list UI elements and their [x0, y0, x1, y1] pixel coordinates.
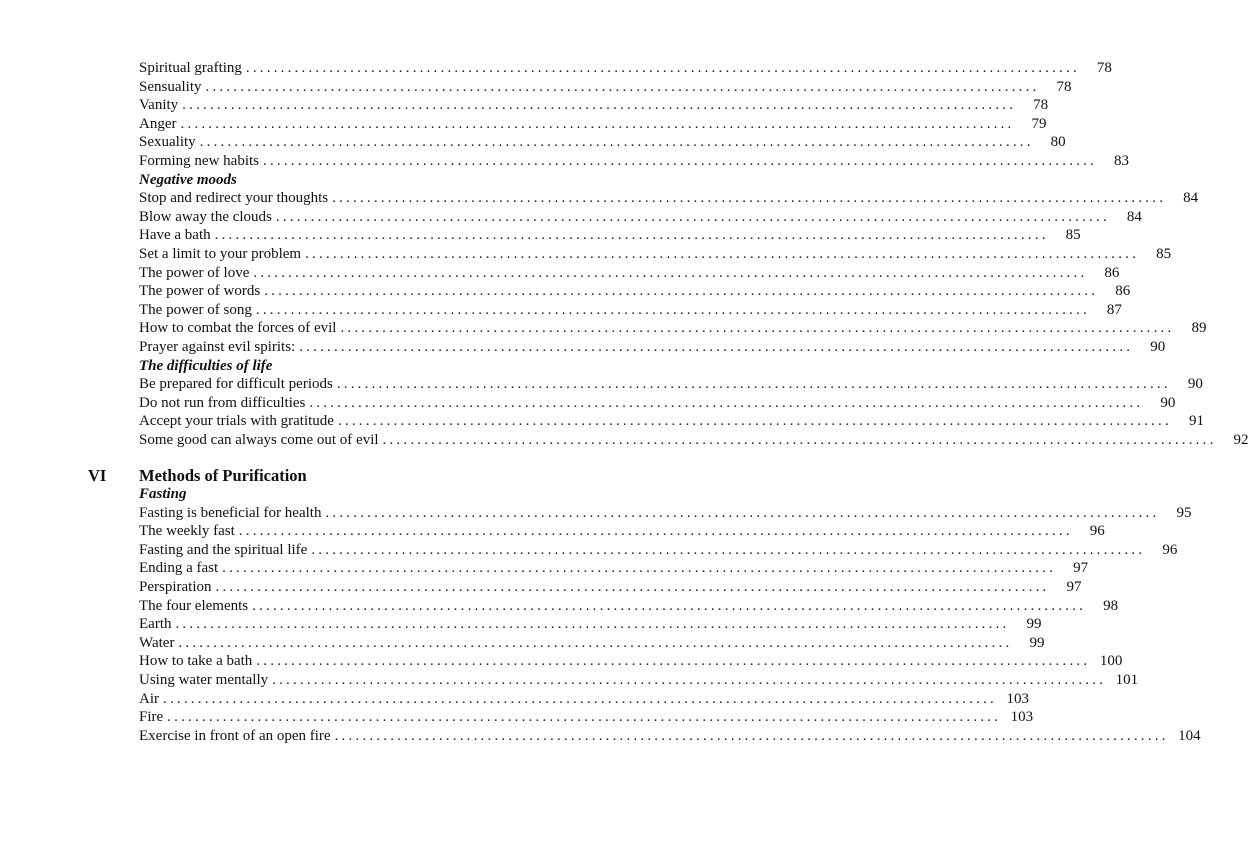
- toc-entry-page: 84: [1183, 190, 1199, 207]
- toc-entry-page: 85: [1156, 245, 1172, 262]
- toc-entry-page: 103: [1006, 690, 1029, 707]
- toc-entry-title: Set a limit to your problem: [139, 245, 302, 262]
- dot-leader: ........................................................................................................................: [214, 227, 1049, 244]
- dot-leader: ........................................................................................................................: [264, 283, 1099, 300]
- toc-entry-title: Spiritual grafting: [139, 60, 242, 76]
- toc-entry-title: Ending a fast: [139, 560, 219, 577]
- toc-entry[interactable]: [139, 559, 1089, 578]
- toc-entry[interactable]: [139, 708, 1034, 727]
- dot-leader: ........................................................................................................................: [382, 431, 1217, 448]
- toc-entry-title: Perspiration: [139, 578, 212, 595]
- toc-entry-title: The four elements: [139, 597, 249, 614]
- toc-entry-page: 96: [1089, 523, 1105, 540]
- toc-entry-page: 90: [1150, 338, 1166, 355]
- toc-entry-title: Accept your trials with gratitude: [139, 413, 334, 430]
- toc-entry[interactable]: [139, 245, 1172, 264]
- toc-section-2: [139, 485, 1201, 745]
- toc-entry-page: 87: [1106, 301, 1122, 318]
- dot-leader: ........................................................................................................................: [325, 504, 1160, 521]
- toc-entry-page: 85: [1065, 227, 1081, 244]
- toc-entry-title: Air: [139, 690, 159, 707]
- dot-leader: ........................................................................................................................: [272, 671, 1107, 688]
- dot-leader: ........................................................................................................................: [334, 727, 1169, 744]
- dot-leader: ........................................................................................................................: [275, 208, 1110, 225]
- dot-leader: ........................................................................................................................: [340, 320, 1175, 337]
- toc-entry[interactable]: [139, 690, 1029, 709]
- toc-entry-title: Fasting is beneficial for health: [139, 504, 322, 521]
- dot-leader: ........................................................................................................................: [182, 97, 1017, 114]
- dot-leader: ........................................................................................................................: [309, 394, 1144, 411]
- toc-entry-page: 97: [1073, 560, 1089, 577]
- toc-entry[interactable]: [139, 59, 1112, 78]
- toc-entry-title: Vanity: [139, 97, 179, 114]
- toc-entry[interactable]: [139, 634, 1045, 653]
- dot-leader: ........................................................................................................................: [263, 152, 1097, 169]
- toc-subheading: The difficulties of life: [139, 357, 273, 374]
- toc-entry-page: 104: [1178, 727, 1201, 744]
- toc-entry[interactable]: [139, 578, 1082, 597]
- chapter-heading: [88, 465, 528, 487]
- toc-entry-title: Sexuality: [139, 134, 196, 151]
- toc-entry[interactable]: [139, 226, 1081, 245]
- dot-leader: ........................................................................................................................: [253, 264, 1088, 281]
- toc-entry[interactable]: [139, 189, 1199, 208]
- toc-entry-title: Fasting and the spiritual life: [139, 541, 308, 558]
- toc-entry-page: 99: [1029, 634, 1045, 651]
- dot-leader: ........................................................................................................................: [178, 634, 1013, 651]
- toc-entry-title: The power of love: [139, 264, 250, 281]
- toc-entry[interactable]: [139, 115, 1047, 134]
- toc-entry-page: 78: [1056, 78, 1072, 95]
- toc-entry-page: 100: [1099, 653, 1123, 670]
- toc-entry-title: Stop and redirect your thoughts: [139, 190, 329, 207]
- dot-leader: ........................................................................................................................: [163, 690, 997, 707]
- toc-entry-page: 86: [1115, 283, 1131, 300]
- toc-entry[interactable]: [139, 597, 1119, 616]
- toc-entry-title: Exercise in front of an open fire: [139, 727, 331, 744]
- toc-entry[interactable]: [139, 319, 1207, 338]
- toc-entry[interactable]: [139, 78, 1072, 97]
- toc-entry[interactable]: [139, 375, 1203, 394]
- toc-entry-page: 98: [1103, 597, 1119, 614]
- chapter-title: Methods of Purification: [139, 466, 307, 485]
- toc-entry-title: Do not run from difficulties: [139, 394, 306, 411]
- toc-entry[interactable]: [139, 615, 1042, 634]
- toc-entry-title: Fire: [139, 709, 164, 726]
- toc-entry-title: Anger: [139, 115, 177, 132]
- toc-subheading: Fasting: [139, 486, 187, 502]
- dot-leader: ........................................................................................................................: [252, 597, 1087, 614]
- toc-entry-page: 95: [1176, 504, 1192, 521]
- toc-entry-title: How to combat the forces of evil: [139, 320, 337, 337]
- toc-entry[interactable]: [139, 394, 1176, 413]
- toc-entry[interactable]: [139, 338, 1166, 357]
- toc-entry-title: Be prepared for difficult periods: [139, 376, 333, 393]
- dot-leader: ........................................................................................................................: [180, 115, 1015, 132]
- toc-entry-page: 96: [1162, 541, 1178, 558]
- toc-entry[interactable]: [139, 522, 1105, 541]
- toc-entry-page: 103: [1010, 709, 1034, 726]
- toc-entry-title: Forming new habits: [139, 152, 259, 169]
- toc-subheading: Negative moods: [139, 171, 237, 188]
- chapter-number: VI: [88, 466, 107, 485]
- dot-leader: ........................................................................................................................: [256, 653, 1091, 670]
- toc-entry-title: The power of words: [139, 283, 261, 300]
- dot-leader: ........................................................................................................................: [299, 338, 1134, 355]
- toc-entry-page: 79: [1031, 115, 1047, 132]
- dot-leader: ........................................................................................................................: [332, 190, 1167, 207]
- toc-entry-page: 101: [1115, 671, 1139, 688]
- toc-entry[interactable]: [139, 133, 1066, 152]
- toc-entry-title: Blow away the clouds: [139, 208, 272, 225]
- toc-entry-title: Earth: [139, 616, 172, 633]
- toc-entry[interactable]: [139, 301, 1122, 320]
- toc-entry-page: 91: [1188, 413, 1204, 430]
- toc-entry-title: Sensuality: [139, 78, 202, 95]
- toc-entry-page: 97: [1066, 578, 1082, 595]
- toc-entry-page: 80: [1050, 134, 1066, 151]
- toc-entry[interactable]: [139, 264, 1120, 283]
- toc-entry[interactable]: [139, 541, 1178, 560]
- toc-entry[interactable]: [139, 412, 1204, 431]
- dot-leader: ........................................................................................................................: [215, 578, 1050, 595]
- toc-entry-page: 99: [1026, 616, 1042, 633]
- toc-entry-title: Water: [139, 634, 175, 651]
- toc-entry-page: 86: [1104, 264, 1120, 281]
- toc-entry-page: 78: [1096, 60, 1112, 76]
- dot-leader: ........................................................................................................................: [222, 560, 1057, 577]
- toc-entry-title: The power of song: [139, 301, 252, 318]
- toc-entry-title: Have a bath: [139, 227, 211, 244]
- toc-entry-title: How to take a bath: [139, 653, 253, 670]
- toc-entry-page: 92: [1233, 431, 1249, 448]
- toc-entry-page: 90: [1187, 376, 1203, 393]
- toc-entry-title: Using water mentally: [139, 671, 269, 688]
- dot-leader: ........................................................................................................................: [175, 616, 1010, 633]
- toc-entry-title: Prayer against evil spirits:: [139, 338, 296, 355]
- toc-entry[interactable]: [139, 282, 1131, 301]
- toc-section-1: [139, 59, 1249, 449]
- dot-leader: ........................................................................................................................: [337, 413, 1172, 430]
- toc-entry-title: The weekly fast: [139, 523, 235, 540]
- toc-entry[interactable]: [139, 671, 1139, 690]
- dot-leader: ........................................................................................................................: [199, 134, 1034, 151]
- dot-leader: ........................................................................................................................: [245, 60, 1080, 76]
- dot-leader: ........................................................................................................................: [305, 245, 1140, 262]
- dot-leader: ........................................................................................................................: [336, 376, 1171, 393]
- toc-entry-page: 84: [1126, 208, 1142, 225]
- toc-entry-title: Some good can always come out of evil: [139, 431, 379, 448]
- dot-leader: ........................................................................................................................: [238, 523, 1073, 540]
- toc-entry[interactable]: [139, 208, 1142, 227]
- dot-leader: ........................................................................................................................: [205, 78, 1040, 95]
- toc-entry[interactable]: [139, 652, 1123, 671]
- toc-entry[interactable]: [139, 727, 1201, 746]
- toc-entry[interactable]: [139, 96, 1049, 115]
- toc-entry-page: 78: [1033, 97, 1049, 114]
- toc-entry-page: 83: [1114, 152, 1129, 169]
- dot-leader: ........................................................................................................................: [167, 709, 1002, 726]
- toc-entry[interactable]: [139, 152, 1129, 171]
- dot-leader: ........................................................................................................................: [255, 301, 1090, 318]
- toc-entry-page: 90: [1160, 394, 1176, 411]
- toc-entry[interactable]: [139, 431, 1249, 450]
- dot-leader: ........................................................................................................................: [311, 541, 1146, 558]
- toc-entry[interactable]: [139, 504, 1192, 523]
- toc-entry-page: 89: [1191, 320, 1207, 337]
